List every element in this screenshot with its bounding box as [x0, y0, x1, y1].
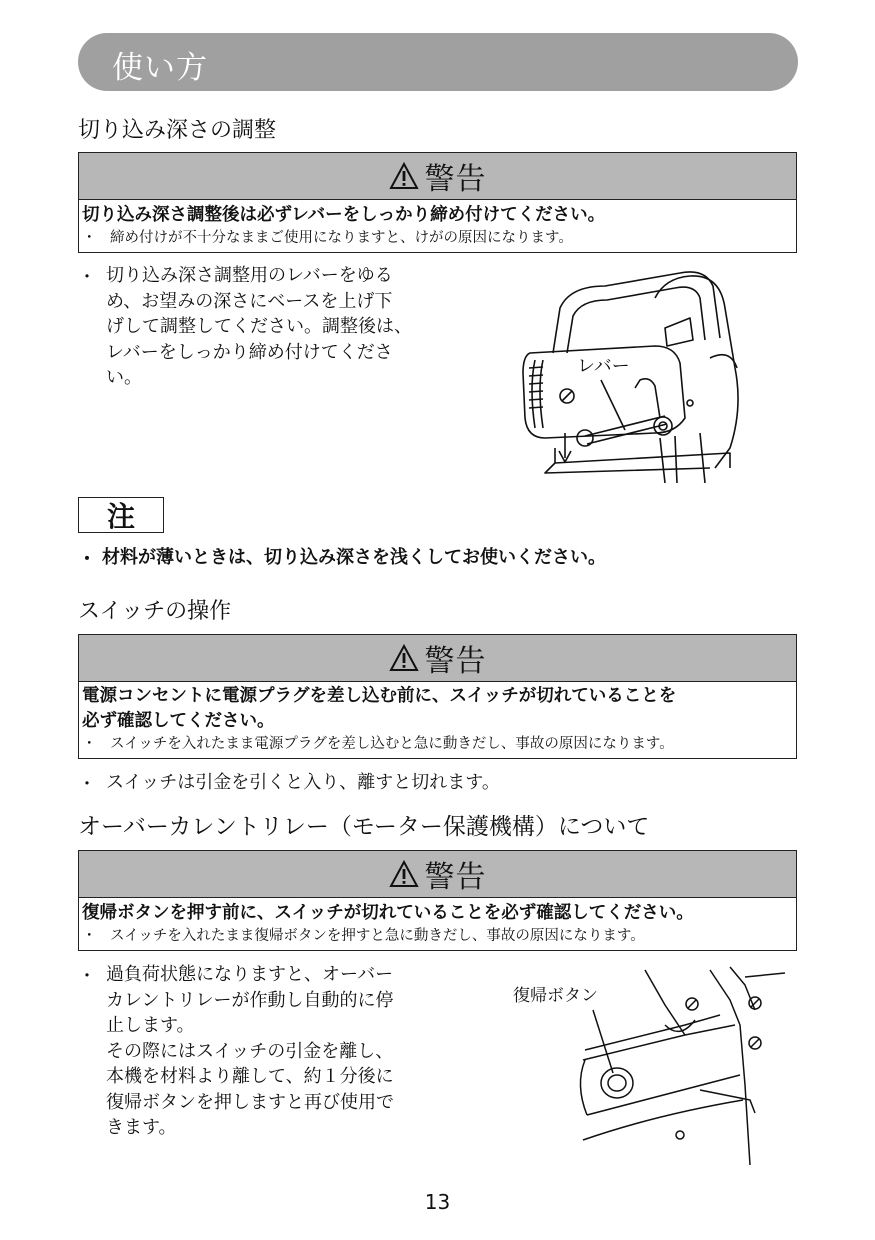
lever-illustration — [515, 268, 750, 490]
text-line: その際にはスイッチの引金を離し、 — [106, 1040, 394, 1062]
warning-triangle-icon — [389, 643, 419, 673]
bullet: ・ — [82, 736, 97, 752]
warning-main-text — [79, 682, 796, 734]
warning-sub-content: 締め付けが不十分なままご使用になりますと、けがの原因になります。 — [110, 230, 573, 246]
warning-header — [79, 635, 796, 682]
warning-heading: 警告 — [424, 644, 487, 679]
text-line: 止します。 — [106, 1015, 195, 1036]
warning-sub-text — [79, 228, 796, 252]
switch-instructions: スイッチは引金を引くと入り、離すと切れます。 — [106, 772, 500, 793]
bullet: ・ — [82, 928, 97, 944]
warning-box-depth — [78, 152, 797, 253]
note-label: 注 — [106, 500, 135, 533]
page-number: 13 — [424, 1190, 451, 1214]
text-line: 過負荷状態になりますと、オーバー — [106, 964, 394, 985]
text-line: 電源コンセントに電源プラグを差し込む前に、スイッチが切れていることを — [82, 686, 677, 706]
bullet: ・ — [82, 230, 97, 246]
text-line: 必ず確認してください。 — [82, 711, 275, 731]
warning-sub-text — [79, 734, 796, 758]
reset-button-label: 復帰ボタン — [513, 986, 598, 1006]
reset-button-illustration — [505, 965, 790, 1175]
text-line: い。 — [106, 367, 142, 388]
bullet: ・ — [78, 966, 96, 987]
page-header — [78, 33, 798, 91]
bullet: ・ — [78, 267, 96, 288]
warning-header — [79, 851, 796, 898]
bullet: ・ — [78, 549, 96, 570]
warning-triangle-icon — [389, 859, 419, 889]
warning-heading: 警告 — [424, 162, 487, 197]
warning-box-switch — [78, 634, 797, 759]
text-line: げして調整してください。調整後は、 — [106, 316, 412, 337]
text-line: レバーをしっかり締め付けてくださ — [106, 341, 393, 363]
warning-sub-content: スイッチを入れたまま電源プラグを差し込むと急に動きだし、事故の原因になります。 — [110, 736, 674, 752]
warning-sub-text — [79, 926, 796, 950]
lever-label: レバー — [577, 356, 630, 377]
text-line: カレントリレーが作動し自動的に停 — [106, 989, 394, 1011]
page-header-title: 使い方 — [112, 50, 208, 86]
section-title-depth: 切り込み深さの調整 — [78, 118, 277, 143]
warning-main-text: 切り込み深さ調整後は必ずレバーをしっかり締め付けてください。 — [82, 205, 606, 225]
warning-triangle-icon — [389, 161, 419, 191]
depth-instructions — [106, 263, 412, 391]
warning-box-overload — [78, 850, 797, 951]
bullet: ・ — [78, 774, 96, 795]
note-text: 材料が薄いときは、切り込み深さを浅くしてお使いください。 — [102, 547, 606, 568]
warning-sub-content: スイッチを入れたまま復帰ボタンを押すと急に動きだし、事故の原因になります。 — [110, 928, 645, 944]
section-title-overload: オーバーカレントリレー（モーター保護機構）について — [78, 814, 650, 840]
warning-main-text: 復帰ボタンを押す前に、スイッチが切れていることを必ず確認してください。 — [82, 903, 694, 923]
text-line: め、お望みの深さにベースを上げ下 — [106, 290, 393, 312]
text-line: きます。 — [106, 1117, 177, 1138]
text-line: 本機を材料より離して、約１分後に — [106, 1066, 394, 1087]
text-line: 復帰ボタンを押しますと再び使用で — [106, 1091, 394, 1113]
note-box — [78, 497, 164, 533]
text-line: 切り込み深さ調整用のレバーをゆる — [106, 265, 393, 286]
warning-heading: 警告 — [424, 860, 487, 895]
warning-header — [79, 153, 796, 200]
overload-instructions — [106, 962, 394, 1141]
section-title-switch: スイッチの操作 — [78, 599, 232, 624]
